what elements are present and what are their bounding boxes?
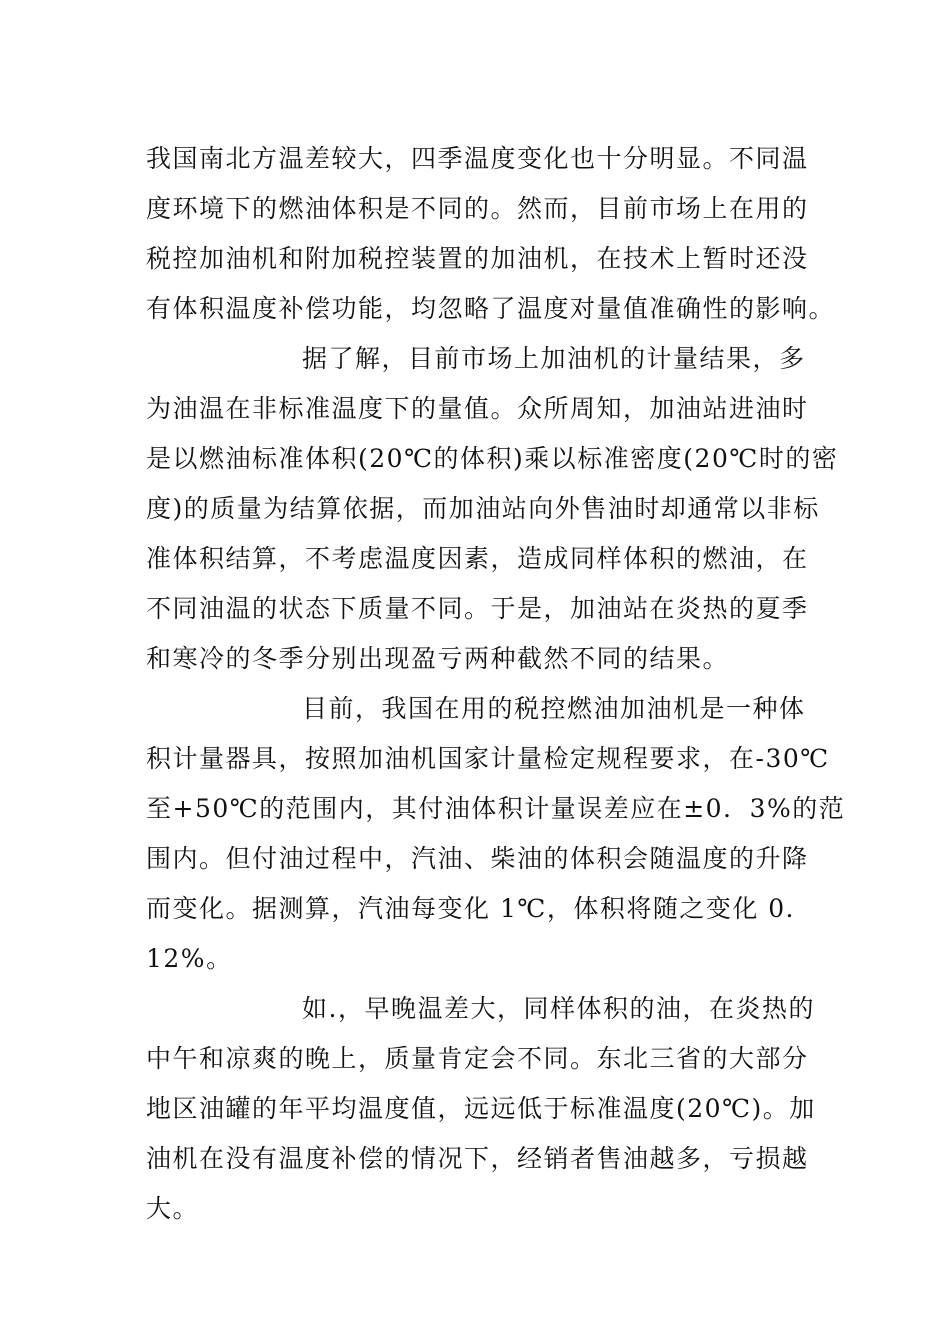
text-line: 不同油温的状态下质量不同。于是，加油站在炎热的夏季: [146, 594, 809, 623]
text-line: 围内。但付油过程中，汽油、柴油的体积会随温度的升降: [146, 844, 809, 873]
document-body: [146, 134, 846, 1234]
paragraph-3: [146, 684, 846, 984]
text-line: 和寒冷的冬季分别出现盈亏两种截然不同的结果。: [146, 644, 730, 673]
paragraph-2: [146, 334, 839, 684]
text-line: 积计量器具，按照加油机国家计量检定规程要求，在-30℃: [146, 744, 830, 773]
text-line: 大。: [146, 1194, 200, 1223]
text-line: 度)的质量为结算依据，而加油站向外售油时却通常以非标: [146, 494, 820, 523]
text-line: 有体积温度补偿功能，均忽略了温度对量值准确性的影响。: [146, 294, 836, 323]
text-line: 油机在没有温度补偿的情况下，经销者售油越多，亏损越: [146, 1144, 809, 1173]
text-line: 准体积结算，不考虑温度因素，造成同样体积的燃油，在: [146, 544, 809, 573]
paragraph-1: [146, 134, 836, 334]
paragraph-4: [146, 984, 816, 1234]
text-line-indented: 目前，我国在用的税控燃油加油机是一种体: [302, 694, 806, 723]
text-line-indented: 如.，早晚温差大，同样体积的油，在炎热的: [302, 994, 815, 1023]
text-line: 而变化。据测算，汽油每变化 1℃，体积将随之变化 0．: [146, 894, 813, 923]
text-line: 地区油罐的年平均温度值，远远低于标准温度(20℃)。加: [146, 1094, 816, 1123]
text-line: 12%。: [146, 944, 233, 973]
text-line: 是以燃油标准体积(20℃的体积)乘以标准密度(20℃时的密: [146, 444, 839, 473]
text-line: 为油温在非标准温度下的量值。众所周知，加油站进油时: [146, 394, 809, 423]
text-line-indented: 据了解，目前市场上加油机的计量结果，多: [302, 344, 806, 373]
text-line: 我国南北方温差较大，四季温度变化也十分明显。不同温: [146, 144, 809, 173]
text-line: 税控加油机和附加税控装置的加油机，在技术上暂时还没: [146, 244, 809, 273]
text-line: 至+50℃的范围内，其付油体积计量误差应在±0．3%的范: [146, 794, 846, 823]
text-line: 度环境下的燃油体积是不同的。然而，目前市场上在用的: [146, 194, 809, 223]
text-line: 中午和凉爽的晚上，质量肯定会不同。东北三省的大部分: [146, 1044, 809, 1073]
